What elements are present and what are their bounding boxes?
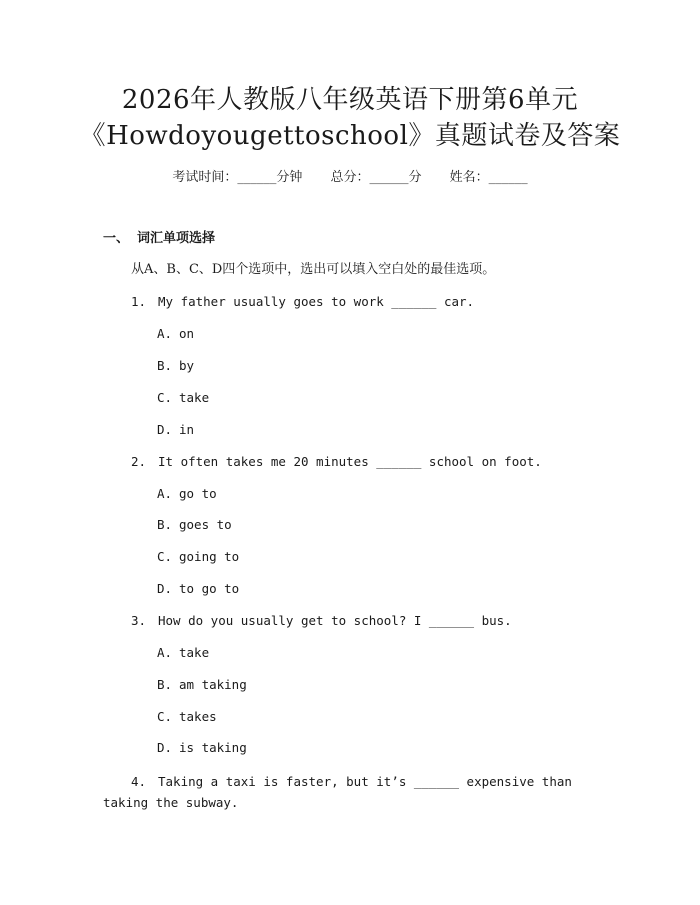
option-text: take	[179, 390, 210, 405]
question-number: 1.	[131, 294, 147, 309]
option-label: D.	[157, 422, 173, 437]
option-label: B.	[157, 677, 173, 692]
question-text: It often takes me 20 minutes ______ school on foot.	[158, 454, 542, 469]
option-text: by	[179, 358, 195, 373]
option-text: am taking	[179, 677, 247, 692]
option-text: takes	[179, 709, 217, 724]
option-text: goes to	[179, 517, 232, 532]
question-1	[131, 293, 474, 311]
question-3-option-b	[157, 676, 247, 694]
question-number: 3.	[131, 613, 147, 628]
question-2-option-c	[157, 548, 239, 566]
title-line-2: 《Howdoyougettoschool》真题试卷及答案	[79, 121, 621, 151]
option-text: is taking	[179, 740, 247, 755]
option-text: to go to	[179, 581, 240, 596]
question-3	[131, 612, 512, 630]
total-score-field: 总分：______分	[330, 170, 422, 185]
question-2-option-b	[157, 516, 232, 534]
question-1-option-c	[157, 389, 209, 407]
section-number: 一、	[103, 231, 130, 246]
option-label: A.	[157, 326, 173, 341]
option-text: take	[179, 645, 210, 660]
section-title: 词汇单项选择	[137, 231, 216, 246]
student-name-field: 姓名：______	[449, 170, 528, 185]
exam-time-field: 考试时间：______分钟	[172, 170, 303, 185]
exam-info-row	[0, 169, 700, 187]
question-text: My father usually goes to work ______ car.	[158, 294, 475, 309]
question-text: Taking a taxi is faster, but it’s ______ expensive than taking the subway.	[103, 774, 572, 810]
question-2-option-d	[157, 580, 239, 598]
option-label: C.	[157, 390, 173, 405]
title-line-1: 2026年人教版八年级英语下册第6单元	[121, 85, 579, 115]
option-label: B.	[157, 517, 173, 532]
option-label: A.	[157, 645, 173, 660]
question-3-option-c	[157, 708, 217, 726]
question-2	[131, 453, 542, 471]
option-label: A.	[157, 486, 173, 501]
option-text: on	[179, 326, 195, 341]
option-label: D.	[157, 581, 173, 596]
option-text: in	[179, 422, 195, 437]
section-heading	[103, 230, 215, 248]
question-4	[103, 771, 593, 813]
option-text: going to	[179, 549, 240, 564]
option-text: go to	[179, 486, 217, 501]
question-1-option-b	[157, 357, 194, 375]
question-1-option-a	[157, 325, 194, 343]
question-2-option-a	[157, 485, 217, 503]
question-text: How do you usually get to school? I ______ bus.	[158, 613, 512, 628]
question-number: 2.	[131, 454, 147, 469]
option-label: B.	[157, 358, 173, 373]
option-label: C.	[157, 709, 173, 724]
question-1-option-d	[157, 421, 194, 439]
option-label: C.	[157, 549, 173, 564]
question-3-option-a	[157, 644, 209, 662]
question-number: 4.	[131, 774, 147, 789]
question-3-option-d	[157, 739, 247, 757]
section-instruction: 从A、B、C、D四个选项中，选出可以填入空白处的最佳选项。	[131, 262, 496, 277]
option-label: D.	[157, 740, 173, 755]
